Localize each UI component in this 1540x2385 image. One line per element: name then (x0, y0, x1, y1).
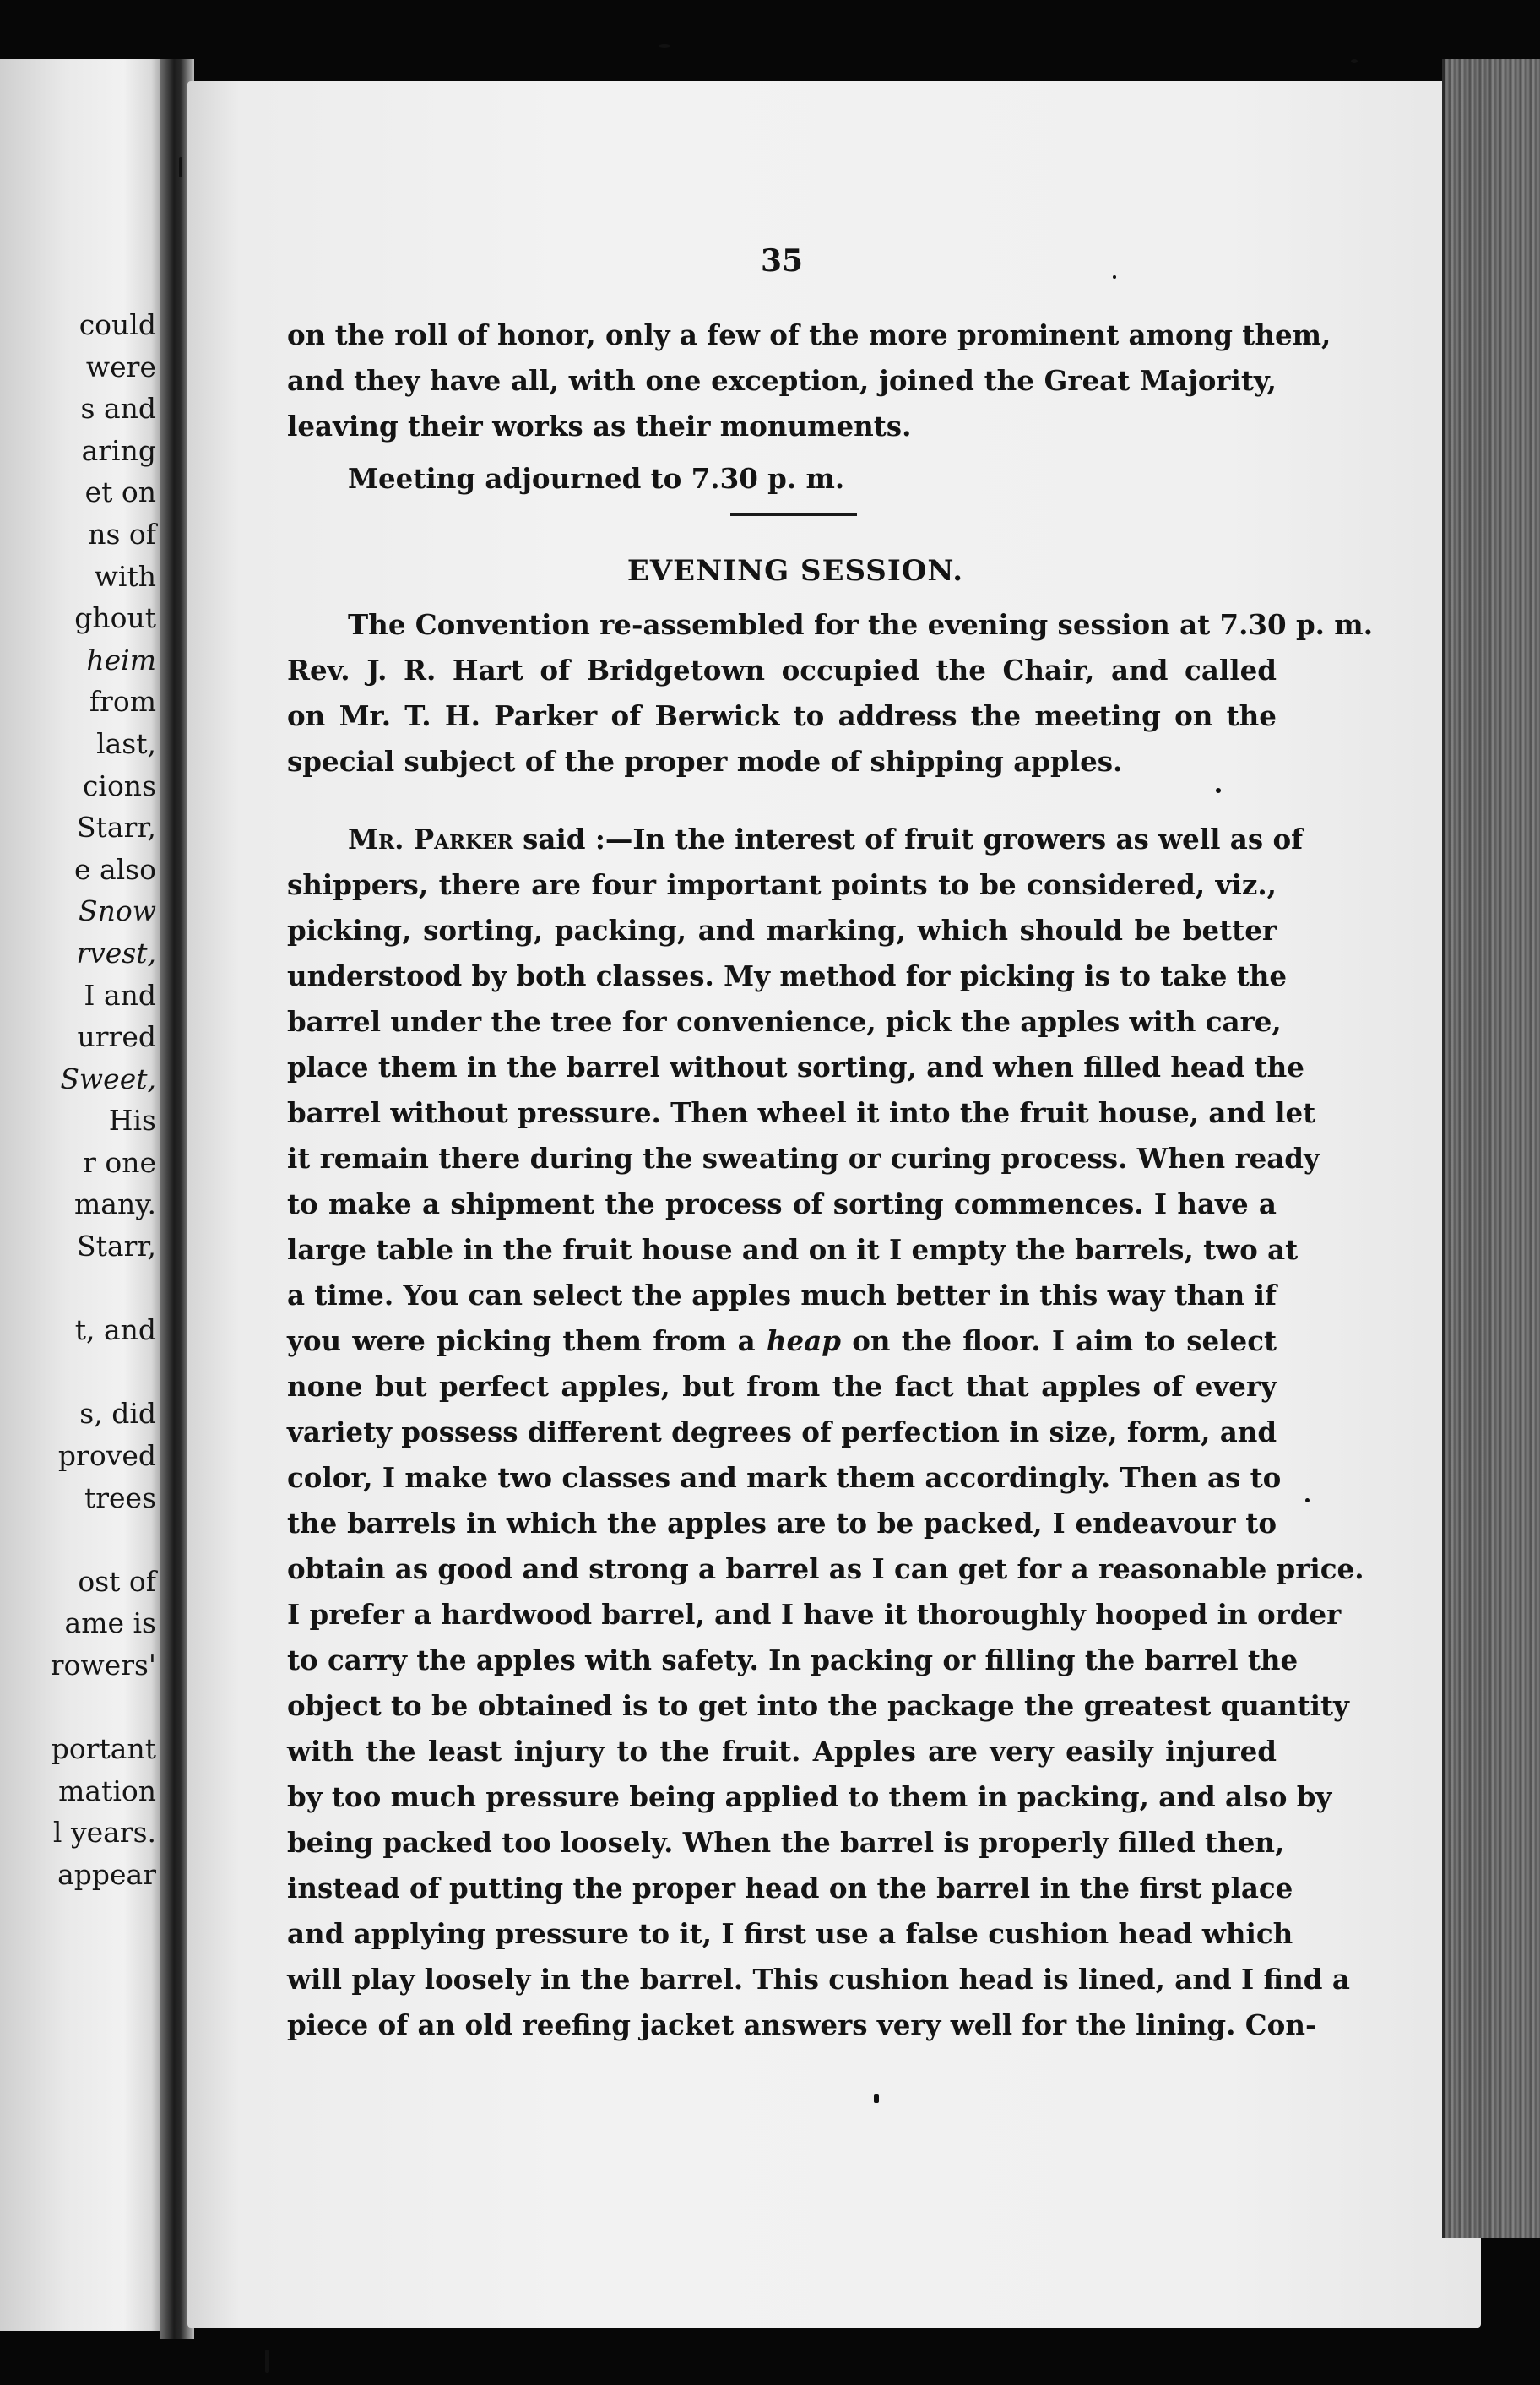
speech-line-2: picking, sorting, packing, and marking, which should be better (287, 914, 1277, 947)
left-line-end-10: from (89, 685, 156, 719)
adjournment-line: Meeting adjourned to 7.30 p. m. (348, 462, 845, 495)
left-line-end-28: proved (57, 1439, 156, 1473)
left-line-end-34 (0, 1687, 156, 1729)
speech-line-b-12: instead of putting the proper head on the barrel in the first place (287, 1872, 1293, 1904)
speech-lines-b (287, 1364, 1364, 2048)
left-line-end-8: ghout (74, 601, 156, 635)
left-line-end-27: s, did (79, 1397, 156, 1431)
left-line-end-35: portant (51, 1732, 156, 1766)
left-line-end-23: Starr, (77, 1230, 156, 1263)
speech-line-b-6: I prefer a hardwood barrel, and I have it thoroughly hooped in order (287, 1598, 1342, 1631)
speech-first-line-rest: said :—In the interest of fruit growers as well as of (512, 823, 1304, 856)
session-line-2: Rev. J. R. Hart of Bridgetown occupied the Chair, and called (287, 654, 1277, 687)
speech-line-b-5: obtain as good and strong a barrel as I can get for a reasonable price. (287, 1552, 1364, 1585)
speech-line-1: shippers, there are four important points to be considered, viz., (287, 868, 1277, 901)
speech-line-b-2: variety possess different degrees of perfection in size, form, and (287, 1415, 1277, 1448)
text-body (287, 312, 1374, 2048)
speech-line-4: barrel under the tree for convenience, pick the apples with care, (287, 1005, 1282, 1038)
roll-line-1: on the roll of honor, only a few of the more prominent among them, (287, 318, 1331, 351)
left-line-end-5: et on (84, 475, 156, 509)
roll-line-2: and they have all, with one exception, joined the Great Majority, (287, 364, 1277, 397)
left-line-end-3: s and (80, 392, 156, 426)
left-line-end-19: Sweet, (60, 1062, 156, 1095)
left-line-end-33: rowers' (50, 1649, 156, 1681)
page-edges (1442, 59, 1540, 2238)
left-facing-page (0, 59, 165, 2331)
paragraph-evening-session (287, 602, 1374, 785)
left-line-end-37: l years. (52, 1816, 156, 1850)
speech-line-9: large table in the fruit house and on it I empty the barrels, two at (287, 1233, 1299, 1266)
speaker-name: Mr. Parker (348, 823, 513, 856)
left-line-end-21: r one (83, 1145, 156, 1179)
left-line-end-17: I and (84, 978, 156, 1012)
section-heading: EVENING SESSION. (626, 554, 964, 588)
heap-line: you were picking them from a heap on the floor. I aim to select (287, 1324, 1277, 1357)
speech-line-b-10: by too much pressure being applied to them in packing, and also by (287, 1780, 1332, 1813)
left-line-end-31: ost of (78, 1564, 156, 1598)
left-line-end-14: e also (73, 852, 156, 886)
speech-line-b-9: with the least injury to the fruit. Apples are very easily injured (287, 1735, 1277, 1768)
left-line-end-22: many. (74, 1187, 156, 1221)
session-line-1: The Convention re-assembled for the evening session at 7.30 p. m. (348, 608, 1374, 641)
left-line-end-13: Starr, (77, 811, 156, 845)
section-rule (730, 513, 857, 516)
left-line-end-4: aring (81, 433, 156, 467)
left-line-end-20: His (108, 1104, 156, 1138)
speech-line-3: understood by both classes. My method for picking is to take the (287, 959, 1288, 992)
left-line-end-29: trees (84, 1480, 156, 1514)
speech-first-line (287, 817, 1304, 862)
speech-line-b-15: piece of an old reefing jacket answers very well for the lining. Con- (287, 2008, 1317, 2041)
left-line-end-7: with (94, 559, 156, 593)
left-line-end-38: appear (57, 1857, 156, 1891)
speech-lines-a (287, 862, 1320, 1318)
page-number: 35 (760, 243, 804, 279)
left-line-end-15: Snow (79, 894, 156, 928)
speech-line-b-4: the barrels in which the apples are to be packed, I endeavour to (287, 1507, 1277, 1540)
left-line-end-32: ame is (64, 1606, 156, 1640)
speech-line-b-11: being packed too loosely. When the barrel is properly filled then, (287, 1826, 1285, 1859)
speech-line-8: to make a shipment the process of sorting commences. I have a (287, 1187, 1277, 1220)
paragraph-roll-of-honor (287, 312, 1331, 449)
speech-line-b-8: object to be obtained is to get into the package the greatest quantity (287, 1689, 1349, 1722)
left-line-end-36: mation (58, 1774, 156, 1807)
session-line-3: on Mr. T. H. Parker of Berwick to address the meeting on the (287, 699, 1277, 732)
speech-line-7: it remain there during the sweating or curing process. When ready (287, 1142, 1320, 1175)
speech-line-b-7: to carry the apples with safety. In packing or filling the barrel the (287, 1643, 1299, 1676)
left-line-end-25: t, and (74, 1313, 156, 1347)
left-line-end-16: rvest, (76, 936, 156, 970)
speech-line-6: barrel without pressure. Then wheel it into the fruit house, and let (287, 1096, 1316, 1129)
left-line-end-26 (0, 1351, 156, 1394)
left-line-end-2: were (85, 350, 156, 383)
paragraph-parker-speech (287, 817, 1364, 2048)
left-line-end-11: last, (96, 726, 156, 760)
roll-line-3: leaving their works as their monuments. (287, 410, 912, 443)
italic-heap: heap (766, 1324, 841, 1357)
left-line-end-12: cions (82, 769, 156, 802)
left-line-end-18: urred (77, 1020, 156, 1054)
left-line-end-30 (0, 1518, 156, 1561)
speech-line-b-13: and applying pressure to it, I first use a false cushion head which (287, 1917, 1293, 1950)
left-line-end-6: ns of (88, 517, 156, 551)
speech-line-10: a time. You can select the apples much better in this way than if (287, 1279, 1277, 1312)
left-line-end-1: could (79, 308, 156, 341)
left-line-end-9: heim (86, 643, 156, 676)
speech-line-b-14: will play loosely in the barrel. This cushion head is lined, and I find a (287, 1963, 1350, 1996)
speech-line-b-3: color, I make two classes and mark them accordingly. Then as to (287, 1461, 1282, 1494)
session-line-4: special subject of the proper mode of shipping apples. (287, 745, 1123, 778)
left-line-end-24 (0, 1268, 156, 1310)
left-page-line-ends (0, 304, 156, 1896)
speech-line-5: place them in the barrel without sorting, and when filled head the (287, 1051, 1304, 1084)
speech-line-b-1: none but perfect apples, but from the fact that apples of every (287, 1370, 1277, 1403)
